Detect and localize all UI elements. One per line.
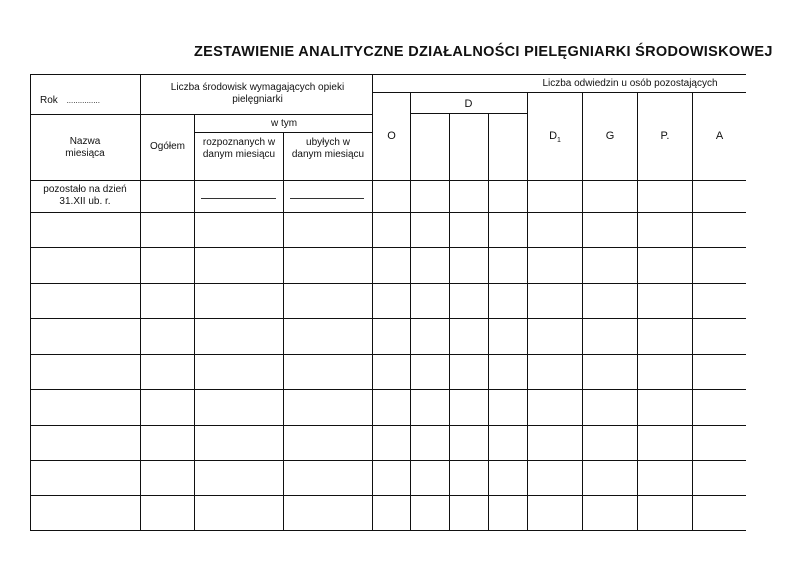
grid-line bbox=[372, 74, 373, 531]
month-name-header: Nazwa miesiąca bbox=[65, 136, 105, 159]
col-d1-header bbox=[528, 130, 582, 147]
grid-line bbox=[488, 113, 489, 531]
col-a-header: A bbox=[715, 130, 724, 142]
grid-line bbox=[30, 283, 746, 284]
grid-line bbox=[30, 460, 746, 461]
col-o-header: O bbox=[387, 130, 396, 142]
carryover-label: pozostało na dzień 31.XII ub. r. bbox=[43, 184, 127, 207]
grid-line bbox=[30, 180, 746, 181]
departed-header: ubyłych w danym miesiącu bbox=[291, 137, 365, 160]
year-field bbox=[40, 95, 100, 107]
grid-line bbox=[283, 132, 284, 531]
grid-line bbox=[195, 132, 373, 133]
environments-group-header: Liczba środowisk wymagających opieki pielęgniarki bbox=[170, 82, 345, 105]
grid-line bbox=[527, 92, 528, 531]
col-p-header: P. bbox=[660, 130, 670, 142]
grid-line bbox=[373, 92, 746, 93]
year-label: Rok bbox=[40, 95, 58, 106]
visits-group-header: Liczba odwiedzin u osób pozostających bbox=[542, 78, 718, 89]
grid-line bbox=[30, 495, 746, 496]
grid-line bbox=[30, 74, 746, 75]
grid-line bbox=[30, 247, 746, 248]
grid-line bbox=[30, 389, 746, 390]
col-d1-subscript: 1 bbox=[557, 137, 561, 145]
page-title: ZESTAWIENIE ANALITYCZNE DZIAŁALNOŚCI PIELĘGNIARKI ŚRODOWISKOWEJ bbox=[194, 44, 773, 60]
total-header: Ogółem bbox=[149, 141, 185, 152]
grid-line bbox=[637, 92, 638, 531]
col-g-header: G bbox=[605, 130, 615, 142]
recognized-header: rozpoznanych w danym miesiącu bbox=[202, 137, 276, 160]
grid-line bbox=[449, 113, 450, 531]
grid-line bbox=[692, 92, 693, 531]
grid-line bbox=[30, 114, 373, 115]
departed-blank-line bbox=[290, 198, 364, 199]
col-d-header: D bbox=[464, 98, 473, 110]
grid-line bbox=[30, 74, 31, 531]
col-d1-letter: D bbox=[549, 130, 558, 142]
grid-line bbox=[410, 92, 411, 531]
grid-line bbox=[30, 425, 746, 426]
recognized-blank-line bbox=[201, 198, 276, 199]
grid-line bbox=[582, 92, 583, 531]
grid-line bbox=[410, 113, 527, 114]
grid-line bbox=[30, 354, 746, 355]
grid-line bbox=[194, 114, 195, 531]
year-dots: ............... bbox=[66, 96, 100, 105]
grid-line bbox=[30, 212, 746, 213]
including-header: w tym bbox=[270, 118, 298, 129]
grid-line bbox=[30, 318, 746, 319]
grid-line bbox=[30, 530, 746, 531]
